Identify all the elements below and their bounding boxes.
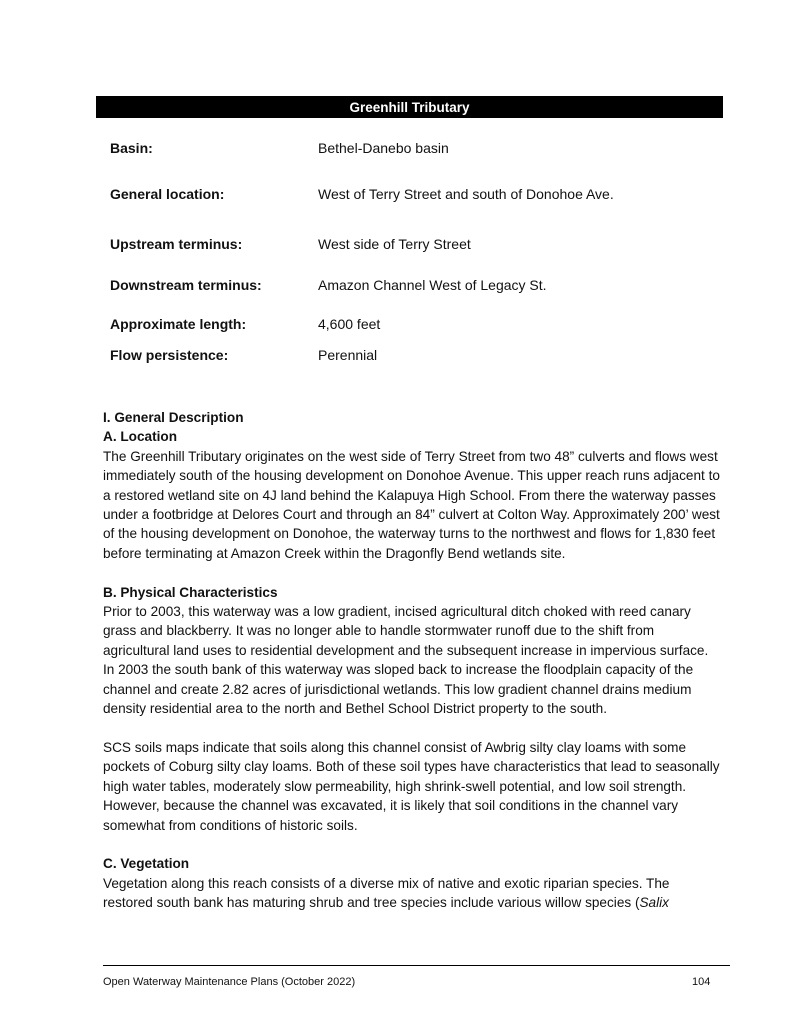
physical-paragraph-1: Prior to 2003, this waterway was a low gradient, incised agricultural ditch choked with reed canary grass and blackberry. It was no longer able to handle stormwater runoff due to the shift from agricultural land uses to residential development and the subsequent increase in impervious surface. In 2003 the south bank of this waterway was sloped back to increase the floodplain capacity of the channel and create 2.82 acres of jurisdictional wetlands. This low gradient channel drains medium density residential area to the north and Bethel School District property to the south.: [103, 604, 709, 717]
field-value: Bethel-Danebo basin: [318, 140, 449, 156]
field-label: Basin:: [110, 140, 153, 156]
field-value: 4,600 feet: [318, 316, 381, 332]
footer-page-number: 104: [692, 976, 711, 988]
section-heading-physical-characteristics: B. Physical Characteristics: [103, 584, 278, 600]
document-body: [103, 408, 723, 913]
field-value: Amazon Channel West of Legacy St.: [318, 277, 547, 293]
section-heading-location: A. Location: [103, 429, 178, 445]
field-value: West of Terry Street and south of Donohoe Ave.: [318, 186, 614, 202]
field-label: Upstream terminus:: [110, 236, 243, 252]
vegetation-text: Vegetation along this reach consists of a diverse mix of native and exotic riparian species. The restored south bank has maturing shrub and tree species include various willow species (: [103, 875, 670, 911]
footer-divider: [103, 965, 730, 966]
location-paragraph: The Greenhill Tributary originates on the west side of Terry Street from two 48” culverts and flows west immediately south of the housing development on Donohoe Avenue. This upper reach runs adjacent to a restored wetland site on 4J land behind the Kalapuya High School. From there the waterway passes under a footbridge at Delores Court and through an 84” culvert at Colton Way. Approximately 200’ west of the housing development on Donohoe, the waterway turns to the northwest and flows for 1,830 feet before terminating at Amazon Creek within the Dragonfly Bend wetlands site.: [103, 448, 720, 561]
vegetation-paragraph: [103, 874, 723, 913]
field-label: Approximate length:: [110, 316, 247, 332]
field-value: Perennial: [318, 347, 378, 363]
field-label: Downstream terminus:: [110, 277, 262, 293]
section-heading-general-description: I. General Description: [103, 410, 244, 425]
footer-document-title: Open Waterway Maintenance Plans (October 2022): [103, 976, 356, 988]
page-title: Greenhill Tributary: [349, 99, 470, 115]
page-title-bar: [96, 96, 723, 118]
section-heading-vegetation: C. Vegetation: [103, 856, 190, 872]
field-value: West side of Terry Street: [318, 236, 471, 252]
physical-paragraph-2: SCS soils maps indicate that soils along this channel consist of Awbrig silty clay loams with some pockets of Coburg silty clay loams. Both of these soil types have characteristics that lead to seasonally high water tables, moderately slow permeability, high shrink-swell potential, and low soil strength. However, because the channel was excavated, it is likely that soil conditions in the channel vary somewhat from conditions of historic soils.: [103, 739, 720, 833]
field-label: Flow persistence:: [110, 347, 229, 363]
field-label: General location:: [110, 186, 225, 202]
vegetation-species-italic: Salix: [639, 895, 669, 911]
